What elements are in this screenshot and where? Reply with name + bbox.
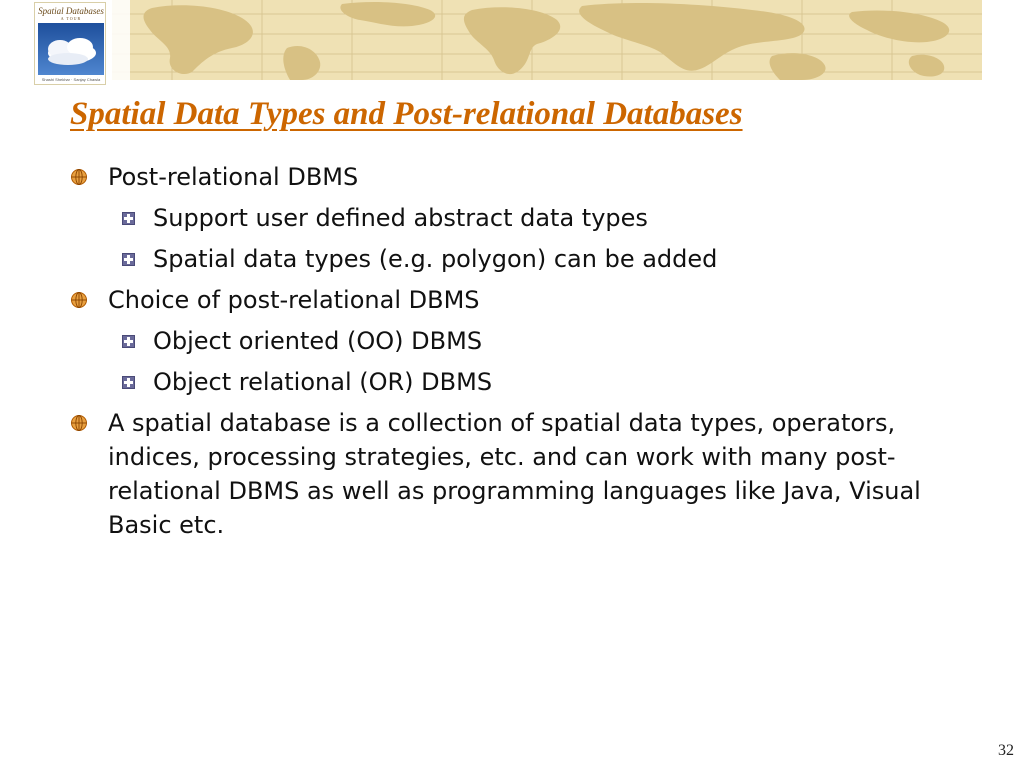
- bullet-item: [0, 406, 968, 542]
- world-map-banner: [112, 0, 982, 80]
- sub-bullet-item: [0, 365, 1024, 399]
- globe-bullet-icon: [70, 168, 88, 186]
- book-cover-authors: Shashi Shekhar · Sanjay Chawla: [41, 77, 101, 82]
- sub-bullet-item: [0, 324, 1024, 358]
- sub-bullet-item: [0, 201, 1024, 235]
- sub-bullet-item: [0, 242, 1024, 276]
- square-cross-bullet-icon: [122, 335, 135, 348]
- square-cross-bullet-icon: [122, 212, 135, 225]
- sub-bullet-text: Spatial data types (e.g. polygon) can be added: [153, 245, 718, 273]
- globe-bullet-icon: [70, 291, 88, 309]
- sub-bullet-text: Support user defined abstract data types: [153, 204, 648, 232]
- bullet-list: [0, 160, 1024, 549]
- bullet-text: Post-relational DBMS: [108, 163, 359, 191]
- bullet-item: [0, 283, 968, 317]
- sub-bullet-text: Object oriented (OO) DBMS: [153, 327, 483, 355]
- page-number: 32: [998, 742, 1014, 759]
- cloud-sky-image: [38, 23, 104, 75]
- slide-title: Spatial Data Types and Post-relational Databases: [70, 96, 743, 132]
- book-cover-title: Spatial Databases: [38, 6, 104, 16]
- bullet-text: A spatial database is a collection of spatial data types, operators, indices, processing strategies, etc. and can work with many post-relational DBMS as well as programming languages like Java, Visual Basic etc.: [108, 409, 921, 539]
- sub-bullet-text: Object relational (OR) DBMS: [153, 368, 493, 396]
- square-cross-bullet-icon: [122, 253, 135, 266]
- globe-bullet-icon: [70, 414, 88, 432]
- square-cross-bullet-icon: [122, 376, 135, 389]
- book-cover: [34, 2, 106, 85]
- bullet-text: Choice of post-relational DBMS: [108, 286, 480, 314]
- header-band: [0, 0, 1024, 86]
- bullet-item: [0, 160, 968, 194]
- book-cover-subtitle: A TOUR: [60, 16, 82, 21]
